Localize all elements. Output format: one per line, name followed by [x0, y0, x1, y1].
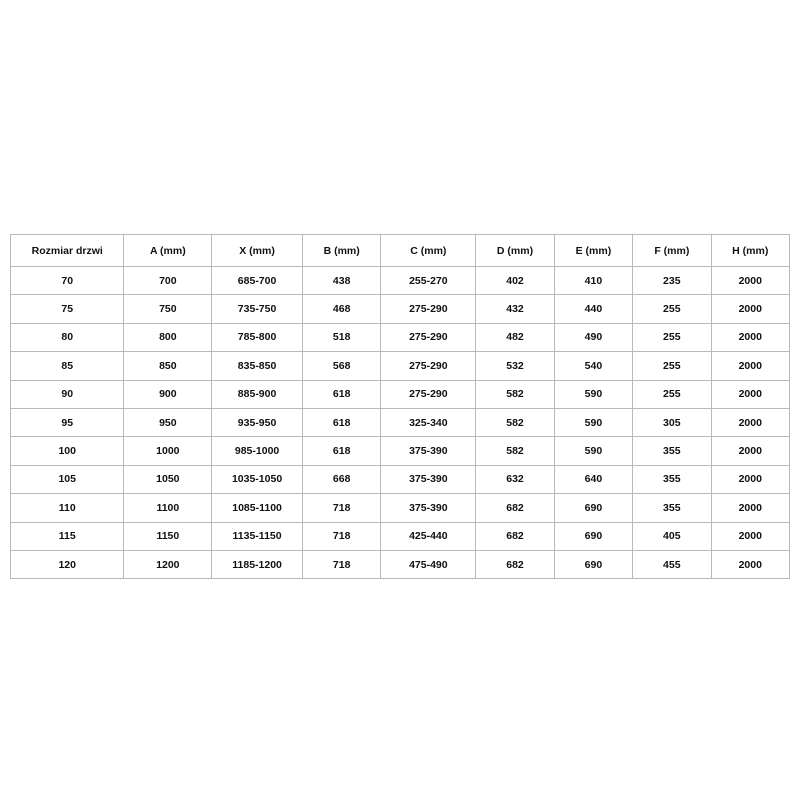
cell-f: 255	[633, 323, 711, 351]
cell-a: 1200	[124, 550, 212, 578]
cell-h: 2000	[711, 295, 789, 323]
cell-f: 355	[633, 465, 711, 493]
column-header-c: C (mm)	[381, 235, 476, 267]
cell-b: 468	[302, 295, 380, 323]
cell-d: 582	[476, 408, 554, 436]
cell-e: 640	[554, 465, 632, 493]
cell-x: 985-1000	[212, 437, 303, 465]
cell-c: 475-490	[381, 550, 476, 578]
cell-c: 375-390	[381, 494, 476, 522]
column-header-d: D (mm)	[476, 235, 554, 267]
table-header	[11, 235, 790, 267]
cell-d: 632	[476, 465, 554, 493]
cell-a: 700	[124, 267, 212, 295]
cell-b: 718	[302, 494, 380, 522]
cell-x: 1035-1050	[212, 465, 303, 493]
cell-d: 482	[476, 323, 554, 351]
cell-h: 2000	[711, 494, 789, 522]
cell-f: 355	[633, 494, 711, 522]
cell-e: 590	[554, 408, 632, 436]
cell-a: 900	[124, 380, 212, 408]
cell-b: 568	[302, 352, 380, 380]
cell-f: 355	[633, 437, 711, 465]
cell-h: 2000	[711, 408, 789, 436]
cell-h: 2000	[711, 323, 789, 351]
cell-c: 275-290	[381, 295, 476, 323]
table-row	[11, 494, 790, 522]
column-header-f: F (mm)	[633, 235, 711, 267]
cell-e: 590	[554, 437, 632, 465]
cell-e: 540	[554, 352, 632, 380]
cell-d: 582	[476, 380, 554, 408]
cell-rozmiar-drzwi: 110	[11, 494, 124, 522]
cell-f: 255	[633, 380, 711, 408]
column-header-x: X (mm)	[212, 235, 303, 267]
cell-x: 785-800	[212, 323, 303, 351]
cell-b: 518	[302, 323, 380, 351]
table-row	[11, 437, 790, 465]
cell-h: 2000	[711, 267, 789, 295]
cell-a: 1000	[124, 437, 212, 465]
cell-c: 375-390	[381, 437, 476, 465]
cell-d: 582	[476, 437, 554, 465]
cell-h: 2000	[711, 465, 789, 493]
cell-rozmiar-drzwi: 85	[11, 352, 124, 380]
cell-c: 325-340	[381, 408, 476, 436]
cell-rozmiar-drzwi: 100	[11, 437, 124, 465]
cell-e: 690	[554, 522, 632, 550]
cell-b: 668	[302, 465, 380, 493]
cell-rozmiar-drzwi: 80	[11, 323, 124, 351]
cell-b: 438	[302, 267, 380, 295]
cell-x: 885-900	[212, 380, 303, 408]
cell-h: 2000	[711, 352, 789, 380]
cell-f: 255	[633, 352, 711, 380]
cell-a: 1100	[124, 494, 212, 522]
cell-a: 850	[124, 352, 212, 380]
column-header-rozmiar-drzwi: Rozmiar drzwi	[11, 235, 124, 267]
cell-e: 690	[554, 550, 632, 578]
cell-f: 405	[633, 522, 711, 550]
cell-d: 402	[476, 267, 554, 295]
cell-b: 718	[302, 550, 380, 578]
cell-c: 275-290	[381, 380, 476, 408]
cell-x: 1185-1200	[212, 550, 303, 578]
cell-e: 440	[554, 295, 632, 323]
table-body	[11, 267, 790, 579]
cell-a: 750	[124, 295, 212, 323]
cell-b: 618	[302, 437, 380, 465]
column-header-a: A (mm)	[124, 235, 212, 267]
door-size-specification-table-container	[10, 234, 790, 579]
cell-rozmiar-drzwi: 75	[11, 295, 124, 323]
cell-b: 718	[302, 522, 380, 550]
cell-c: 255-270	[381, 267, 476, 295]
cell-d: 682	[476, 494, 554, 522]
cell-e: 410	[554, 267, 632, 295]
column-header-b: B (mm)	[302, 235, 380, 267]
cell-rozmiar-drzwi: 105	[11, 465, 124, 493]
cell-d: 432	[476, 295, 554, 323]
cell-a: 950	[124, 408, 212, 436]
cell-a: 800	[124, 323, 212, 351]
cell-f: 255	[633, 295, 711, 323]
table-row	[11, 352, 790, 380]
table-row	[11, 522, 790, 550]
table-row	[11, 267, 790, 295]
cell-h: 2000	[711, 522, 789, 550]
cell-a: 1150	[124, 522, 212, 550]
cell-f: 305	[633, 408, 711, 436]
cell-rozmiar-drzwi: 95	[11, 408, 124, 436]
cell-h: 2000	[711, 437, 789, 465]
table-row	[11, 408, 790, 436]
cell-rozmiar-drzwi: 90	[11, 380, 124, 408]
cell-f: 455	[633, 550, 711, 578]
cell-c: 375-390	[381, 465, 476, 493]
cell-h: 2000	[711, 550, 789, 578]
table-row	[11, 380, 790, 408]
cell-b: 618	[302, 380, 380, 408]
cell-c: 275-290	[381, 352, 476, 380]
column-header-h: H (mm)	[711, 235, 789, 267]
column-header-e: E (mm)	[554, 235, 632, 267]
table-row	[11, 550, 790, 578]
cell-f: 235	[633, 267, 711, 295]
cell-rozmiar-drzwi: 70	[11, 267, 124, 295]
door-size-specification-table	[10, 234, 790, 579]
cell-d: 682	[476, 550, 554, 578]
cell-x: 735-750	[212, 295, 303, 323]
cell-b: 618	[302, 408, 380, 436]
table-row	[11, 295, 790, 323]
cell-d: 682	[476, 522, 554, 550]
cell-x: 1135-1150	[212, 522, 303, 550]
cell-e: 690	[554, 494, 632, 522]
cell-h: 2000	[711, 380, 789, 408]
cell-rozmiar-drzwi: 115	[11, 522, 124, 550]
cell-a: 1050	[124, 465, 212, 493]
cell-x: 685-700	[212, 267, 303, 295]
cell-c: 425-440	[381, 522, 476, 550]
cell-x: 935-950	[212, 408, 303, 436]
cell-e: 590	[554, 380, 632, 408]
table-row	[11, 465, 790, 493]
cell-d: 532	[476, 352, 554, 380]
cell-rozmiar-drzwi: 120	[11, 550, 124, 578]
table-header-row	[11, 235, 790, 267]
table-row	[11, 323, 790, 351]
cell-x: 1085-1100	[212, 494, 303, 522]
cell-e: 490	[554, 323, 632, 351]
cell-x: 835-850	[212, 352, 303, 380]
cell-c: 275-290	[381, 323, 476, 351]
